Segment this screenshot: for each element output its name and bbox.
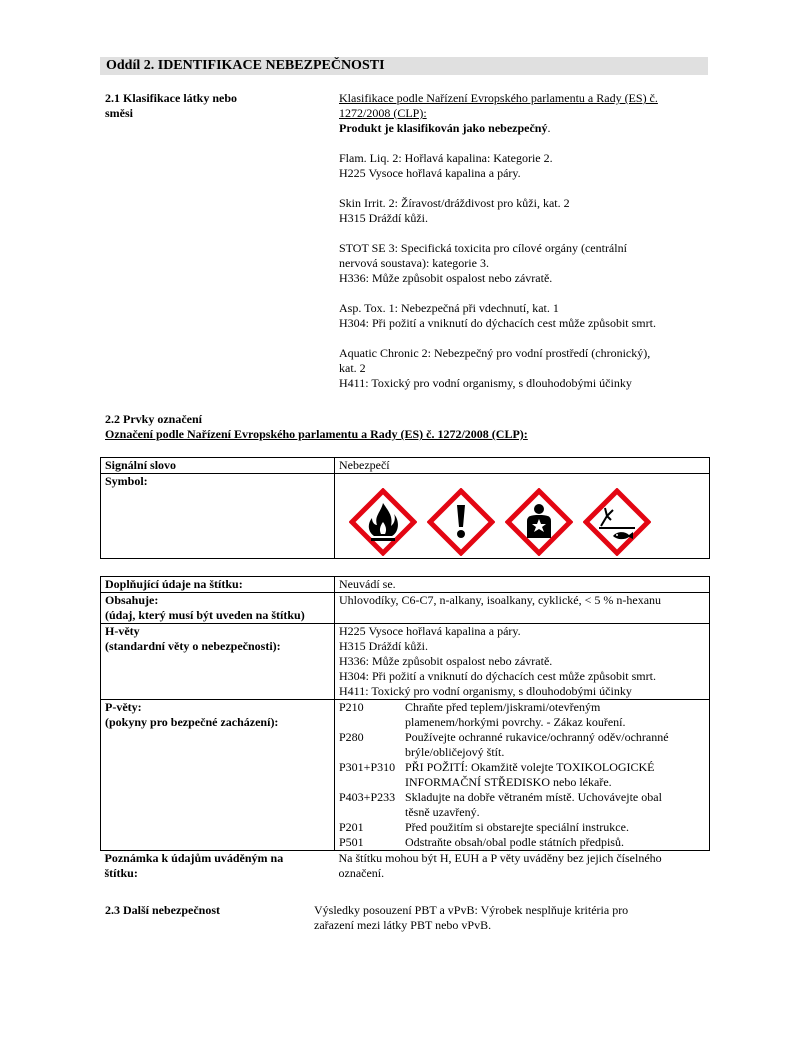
- p-text: Chraňte před teplem/jiskrami/otevřeným: [405, 700, 601, 714]
- s23-content: [314, 903, 628, 933]
- signal-table: [100, 457, 710, 559]
- h-statements-value: [335, 624, 710, 700]
- note-label-line1: Poznámka k údajům uváděným na: [104, 851, 284, 865]
- signal-row: [101, 458, 710, 474]
- p-text: Odstraňte obsah/obal podle státních předpisů.: [405, 835, 624, 849]
- p-text: Před použitím si obstarejte speciální instrukce.: [405, 820, 629, 834]
- h-label-line1: H-věty: [105, 624, 140, 638]
- p-text: Používejte ochranné rukavice/ochranný oděv/ochranné: [405, 730, 669, 744]
- p-label-line1: P-věty:: [105, 700, 142, 714]
- p-statements-label: [101, 700, 335, 851]
- s21-heading: [105, 91, 237, 121]
- s21-line: nervová soustava): kategorie 3.: [339, 256, 489, 270]
- p-code: P280: [339, 730, 364, 744]
- s21-classified: [339, 121, 658, 136]
- contains-row: [101, 593, 710, 624]
- signal-value: Nebezpečí: [335, 458, 710, 474]
- p-text-cont: plamenem/horkými povrchy. - Zákaz kouření.: [405, 715, 626, 729]
- p-code: P301+P310: [339, 760, 396, 774]
- contains-label: [101, 593, 335, 624]
- s21-line: kat. 2: [339, 361, 366, 375]
- flame-icon: [349, 488, 417, 556]
- p-text: PŘI POŽITÍ: Okamžitě volejte TOXIKOLOGICKÉ: [405, 760, 655, 774]
- exclamation-icon: [427, 488, 495, 556]
- p-statement: [339, 760, 705, 775]
- h-statement: H315 Dráždí kůži.: [339, 639, 428, 653]
- s21-regulation-line2: 1272/2008 (CLP):: [339, 106, 427, 120]
- s21-line: Aquatic Chronic 2: Nebezpečný pro vodní prostředí (chronický),: [339, 346, 651, 360]
- s21-classified-text: Produkt je klasifikován jako nebezpečný: [339, 121, 548, 135]
- h-statements-row: [101, 624, 710, 700]
- p-code: P403+P233: [339, 790, 396, 804]
- p-code: P201: [339, 820, 364, 834]
- p-statements-value: [335, 700, 710, 851]
- s21-line: Flam. Liq. 2: Hořlavá kapalina: Kategorie 2.: [339, 151, 553, 165]
- contains-label-line1: Obsahuje:: [105, 593, 159, 607]
- s21-line: H411: Toxický pro vodní organismy, s dlouhodobými účinky: [339, 376, 632, 390]
- h-statement: H304: Při požití a vniknutí do dýchacích cest může způsobit smrt.: [339, 669, 656, 683]
- p-statement: [339, 790, 705, 805]
- p-text-cont: těsně uzavřený.: [405, 805, 480, 819]
- s21-content: [339, 91, 658, 391]
- h-label-line2: (standardní věty o nebezpečnosti):: [105, 639, 281, 653]
- note-value-line1: Na štítku mohou být H, EUH a P věty uváděny bez jejich číselného: [338, 851, 662, 865]
- section-title: Oddíl 2. IDENTIFIKACE NEBEZPEČNOSTI: [100, 57, 708, 75]
- p-statement: [339, 835, 705, 850]
- p-statements-row: [101, 700, 710, 851]
- pictogram-row: [339, 474, 705, 556]
- s23-text-line2: zařazení mezi látky PBT nebo vPvB.: [314, 918, 492, 932]
- symbol-cell: [335, 474, 710, 559]
- s21-line: STOT SE 3: Specifická toxicita pro cílové orgány (centrální: [339, 241, 627, 255]
- environment-icon: [583, 488, 651, 556]
- s21-line: Asp. Tox. 1: Nebezpečná při vdechnutí, kat. 1: [339, 301, 559, 315]
- s22-subheading: Označení podle Nařízení Evropského parlamentu a Rady (ES) č. 1272/2008 (CLP):: [105, 427, 528, 441]
- p-code: P501: [339, 835, 364, 849]
- s21-heading-line1: 2.1 Klasifikace látky nebo: [105, 91, 238, 105]
- note-row: [101, 851, 710, 882]
- h-statement: H411: Toxický pro vodní organismy, s dlouhodobými účinky: [339, 684, 632, 698]
- supplementary-row: [101, 577, 710, 593]
- s21-line: H336: Může způsobit ospalost nebo závratě.: [339, 271, 553, 285]
- s22-heading: 2.2 Prvky označení: [105, 412, 202, 426]
- note-label-line2: štítku:: [104, 866, 138, 880]
- s21-heading-line2: směsi: [105, 106, 133, 120]
- p-label-line2: (pokyny pro bezpečné zacházení):: [105, 715, 279, 729]
- note-label: [101, 851, 335, 882]
- s21-line: H304: Při požití a vniknutí do dýchacích cest může způsobit smrt.: [339, 316, 656, 330]
- h-statements-label: [101, 624, 335, 700]
- note-value-line2: označení.: [338, 866, 385, 880]
- s21-classified-dot: .: [547, 121, 551, 135]
- contains-value: Uhlovodíky, C6-C7, n-alkany, isoalkany, cyklické, < 5 % n-hexanu: [335, 593, 710, 624]
- p-text-cont: brýle/obličejový štít.: [405, 745, 505, 759]
- s21-line: Skin Irrit. 2: Žíravost/dráždivost pro kůži, kat. 2: [339, 196, 570, 210]
- s23-text-line1: Výsledky posouzení PBT a vPvB: Výrobek nesplňuje kritéria pro: [314, 903, 629, 917]
- p-text-cont: INFORMAČNÍ STŘEDISKO nebo lékaře.: [405, 775, 612, 789]
- supplementary-label: Doplňující údaje na štítku:: [101, 577, 335, 593]
- p-statement: [339, 700, 705, 715]
- p-statement: [339, 820, 705, 835]
- p-text: Skladujte na dobře větraném místě. Uchovávejte obal: [405, 790, 662, 804]
- s21-line: H225 Vysoce hořlavá kapalina a páry.: [339, 166, 521, 180]
- label-table: [100, 576, 710, 881]
- supplementary-value: Neuvádí se.: [335, 577, 710, 593]
- contains-label-line2: (údaj, který musí být uveden na štítku): [105, 608, 305, 622]
- h-statement: H225 Vysoce hořlavá kapalina a páry.: [339, 624, 521, 638]
- s21-line: H315 Dráždí kůži.: [339, 211, 428, 225]
- s21-regulation-line1: Klasifikace podle Nařízení Evropského parlamentu a Rady (ES) č.: [339, 91, 658, 105]
- p-statement: [339, 730, 705, 745]
- symbol-label: Symbol:: [101, 474, 335, 559]
- h-statement: H336: Může způsobit ospalost nebo závratě.: [339, 654, 553, 668]
- signal-label: Signální slovo: [101, 458, 335, 474]
- note-value: [335, 851, 710, 882]
- p-code: P210: [339, 700, 364, 714]
- symbol-row: [101, 474, 710, 559]
- health-hazard-icon: [505, 488, 573, 556]
- s23-heading: 2.3 Další nebezpečnost: [105, 903, 220, 917]
